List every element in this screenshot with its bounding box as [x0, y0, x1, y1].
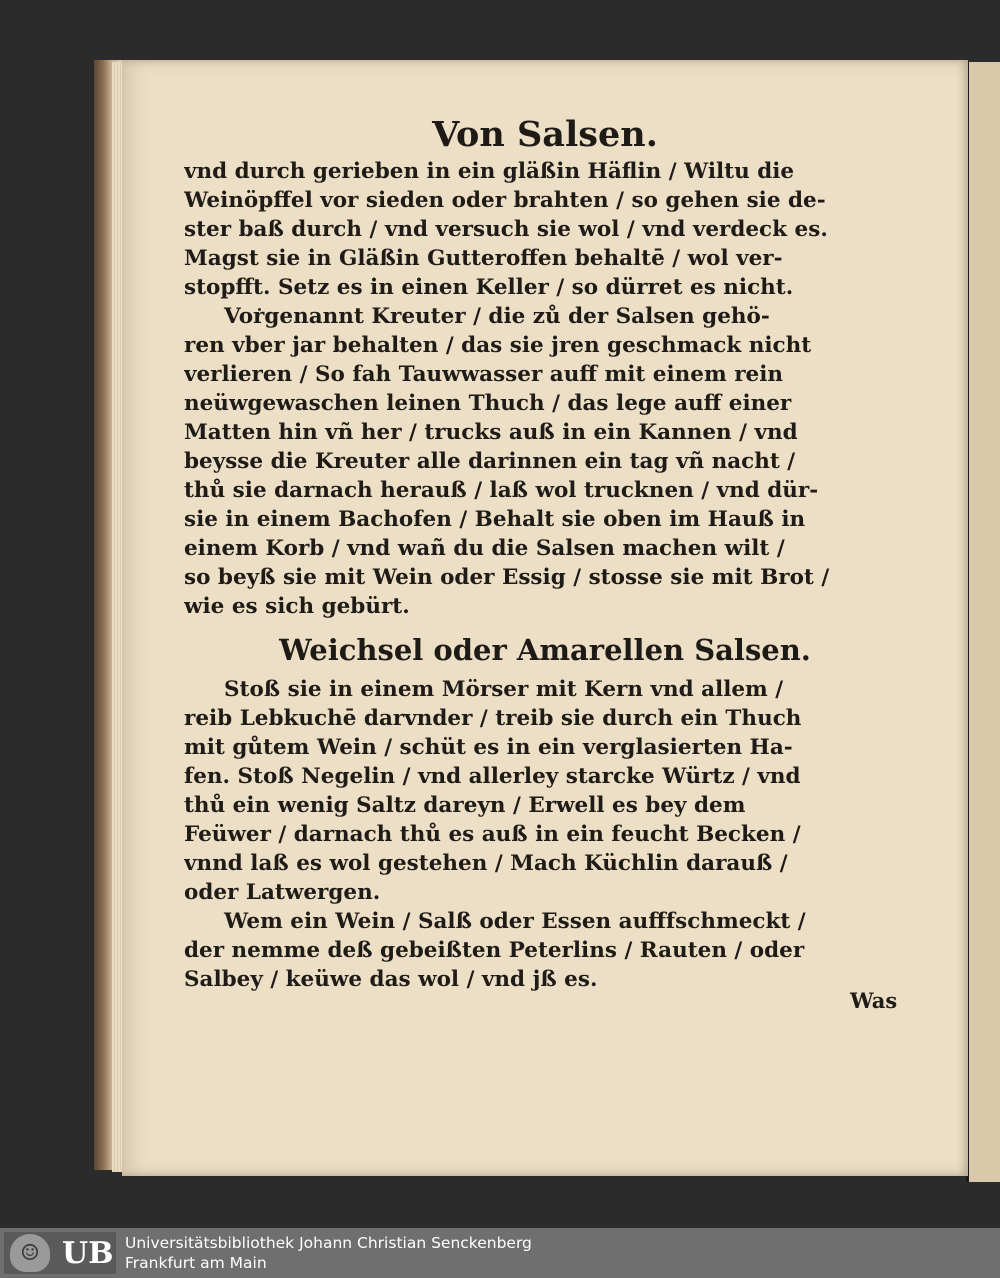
footer-line-2: Frankfurt am Main	[125, 1254, 267, 1272]
section-heading: Weichsel oder Amarellen Salsen.	[279, 633, 811, 667]
text-line: thů ein wenig Saltz dareyn / Erwell es bey dem	[184, 793, 746, 818]
library-footer	[0, 1228, 1000, 1278]
text-line: sie in einem Bachofen / Behalt sie oben im Hauß in	[184, 507, 806, 532]
library-logo[interactable]	[4, 1232, 116, 1274]
text-line: Wem ein Wein / Salß oder Essen aufffschmeckt /	[224, 909, 806, 934]
catchword: Was	[850, 988, 898, 1013]
paragraph-1	[184, 157, 914, 302]
text-line: wie es sich gebürt.	[184, 594, 410, 619]
page-header: Von Salsen.	[432, 114, 658, 155]
text-line: vnnd laß es wol gestehen / Mach Küchlin darauß /	[184, 851, 788, 876]
text-line: vnd durch gerieben in ein gläßin Häflin / Wiltu die	[184, 159, 795, 184]
paragraph-2	[184, 302, 914, 621]
paragraph-3	[184, 675, 914, 907]
text-line: Salbey / keüwe das wol / vnd jß es.	[184, 967, 598, 992]
text-line: Stoß sie in einem Mörser mit Kern vnd allem /	[224, 677, 784, 702]
text-line: Weinöpffel vor sieden oder brahten / so gehen sie de-	[184, 188, 826, 213]
text-line: einem Korb / vnd wañ du die Salsen machen wilt /	[184, 536, 785, 561]
text-line: beysse die Kreuter alle darinnen ein tag vñ nacht /	[184, 449, 796, 474]
text-line: mit gůtem Wein / schüt es in ein verglasierten Ha-	[184, 735, 793, 760]
text-line: thů sie darnach herauß / laß wol trucknen / vnd dür-	[184, 478, 819, 503]
text-line: fen. Stoß Negelin / vnd allerley starcke Würtz / vnd	[184, 764, 801, 789]
text-line: ren vber jar behalten / das sie jren geschmack nicht	[184, 333, 812, 358]
text-line: Vorgenannt Kreuter / die zů der Salsen gehö-	[224, 304, 770, 329]
text-line: der nemme deß gebeißten Peterlins / Rauten / oder	[184, 938, 805, 963]
text-line: Feüwer / darnach thů es auß in ein feucht Becken /	[184, 822, 801, 847]
text-line: stopfft. Setz es in einen Keller / so dürret es nicht.	[184, 275, 794, 300]
text-line: neüwgewaschen leinen Thuch / das lege auff einer	[184, 391, 792, 416]
text-line: so beyß sie mit Wein oder Essig / stosse sie mit Brot /	[184, 565, 830, 590]
footer-line-1: Universitätsbibliothek Johann Christian Senckenberg	[125, 1234, 532, 1252]
portrait-icon: ☺	[10, 1234, 50, 1272]
footer-text	[125, 1233, 532, 1273]
paragraph-4	[184, 907, 914, 994]
text-line: ster baß durch / vnd versuch sie wol / vnd verdeck es.	[184, 217, 828, 242]
text-line: verlieren / So fah Tauwwasser auff mit einem rein	[184, 362, 783, 387]
text-line: Matten hin vñ her / trucks auß in ein Kannen / vnd	[184, 420, 798, 445]
logo-text: UB	[62, 1236, 114, 1271]
adjacent-page-edge	[966, 62, 1000, 1182]
text-line: reib Lebkuchē darvnder / treib sie durch ein Thuch	[184, 706, 802, 731]
text-line: Magst sie in Gläßin Gutteroffen behaltē / wol ver-	[184, 246, 783, 271]
text-line: oder Latwergen.	[184, 880, 381, 905]
